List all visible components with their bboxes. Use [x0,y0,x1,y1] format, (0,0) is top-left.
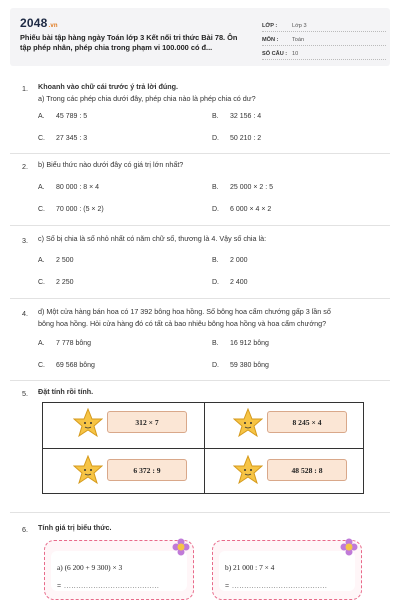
logo-suffix: .vn [48,23,58,29]
option-text: 32 156 : 4 [230,113,262,120]
star-icon [73,408,103,438]
q4-option-c[interactable] [38,362,95,369]
option-letter: B. [212,184,219,191]
flower-icon [172,538,190,556]
option-letter: B. [212,257,219,264]
option-letter: A. [38,113,45,120]
option-letter: D. [212,362,219,369]
meta-key: LỚP : [262,23,278,29]
worksheet-title: Phiếu bài tập hàng ngày Toán lớp 3 Kết nối tri thức Bài 78. Ôn tập phép nhân, phép chia trong phạm vi 100.000 có đ... [20,33,238,52]
meta-value: Toán [292,37,305,43]
q3-text: c) Số bị chia là số nhỏ nhất có năm chữ số, thương là 4. Vậy số chia là: [38,234,267,243]
meta-count [262,49,386,60]
option-text: 16 912 bông [230,340,269,347]
calculation-table [42,402,364,494]
option-text: 59 380 bông [230,362,269,369]
option-text: 7 778 bông [56,340,92,347]
expression-b: b) 21 000 : 7 × 4 [225,563,275,572]
q5-heading [38,386,368,398]
answer-line-a[interactable]: = ....................................... [57,583,160,590]
expression-a: a) (6 200 + 9 300) × 3 [57,563,123,572]
q4-option-a[interactable] [38,340,91,347]
divider [10,225,390,226]
site-logo[interactable] [20,16,58,30]
option-letter: D. [212,135,219,142]
meta-key: SỐ CÂU : [262,51,288,57]
q3-option-c[interactable] [38,279,74,286]
option-letter: D. [212,206,219,213]
q2-option-c[interactable] [38,206,104,213]
table-divider-horizontal [43,448,363,449]
divider [10,512,390,513]
option-text: 45 789 : 5 [56,113,88,120]
star-icon [233,408,263,438]
meta-class [262,21,386,32]
option-letter: C. [38,135,45,142]
option-letter: D. [212,279,219,286]
calc-cell-1[interactable]: 312 × 7 [107,411,187,433]
option-text: 27 345 : 3 [56,135,88,142]
q3-option-a[interactable] [38,257,74,264]
star-icon [233,455,263,485]
option-text: 80 000 : 8 × 4 [56,184,100,191]
q3-number: 3. [22,236,28,245]
answer-line-b[interactable]: = ....................................... [225,583,328,590]
q6-heading-text: Tính giá trị biểu thức. [38,523,112,532]
q6-heading [38,522,368,534]
q4-option-b[interactable] [212,340,269,347]
q4-option-d[interactable] [212,362,269,369]
q4-number: 4. [22,309,28,318]
option-text: 6 000 × 4 × 2 [230,206,272,213]
option-letter: A. [38,340,45,347]
option-text: 25 000 × 2 : 5 [230,184,274,191]
option-text: 2 500 [56,257,74,264]
logo-text: 2048 [20,16,48,30]
q2-text: b) Biểu thức nào dưới đây có giá trị lớn nhất? [38,160,184,169]
option-text: 2 400 [230,279,248,286]
option-text: 2 000 [230,257,248,264]
option-letter: B. [212,113,219,120]
option-letter: C. [38,362,45,369]
q4-text-line2: bông hoa hồng. Hỏi cửa hàng đó có tất cả bao nhiêu bông hoa hồng và hoa cẩm chướng? [38,319,327,328]
q4-text-line1: d) Một cửa hàng bán hoa có 17 392 bông hoa hồng. Số bông hoa cẩm chướng gấp 3 lần số [38,307,331,316]
q1-option-d[interactable] [212,135,261,142]
q1-number: 1. [22,84,28,93]
divider [10,153,390,154]
option-text: 69 568 bông [56,362,95,369]
calc-cell-3[interactable]: 6 372 : 9 [107,459,187,481]
meta-key: MÔN : [262,37,279,43]
worksheet-header [10,8,390,66]
option-letter: C. [38,279,45,286]
q5-number: 5. [22,389,28,398]
option-letter: C. [38,206,45,213]
option-text: 70 000 : (5 × 2) [56,206,104,213]
q6-number: 6. [22,525,28,534]
option-letter: B. [212,340,219,347]
q3-option-d[interactable] [212,279,248,286]
divider [10,298,390,299]
q1-text [38,93,368,105]
q3-option-b[interactable] [212,257,248,264]
q1-heading-text: Khoanh vào chữ cái trước ý trả lời đúng. [38,82,179,91]
option-text: 50 210 : 2 [230,135,262,142]
q1-option-a[interactable] [38,113,87,120]
q1-text-content: a) Trong các phép chia dưới đây, phép chia nào là phép chia có dư? [38,94,256,103]
q1-heading [38,81,368,93]
option-letter: A. [38,257,45,264]
q2-option-d[interactable] [212,206,271,213]
q2-number: 2. [22,162,28,171]
meta-value: 10 [292,51,299,57]
calc-cell-2[interactable]: 8 245 × 4 [267,411,347,433]
meta-value: Lớp 3 [292,23,307,29]
q1-option-b[interactable] [212,113,261,120]
divider [10,380,390,381]
option-letter: A. [38,184,45,191]
flower-icon [340,538,358,556]
option-text: 2 250 [56,279,74,286]
q2-option-a[interactable] [38,184,99,191]
q5-heading-text: Đặt tính rồi tính. [38,387,94,396]
meta-subject [262,35,386,46]
q1-option-c[interactable] [38,135,87,142]
q2-option-b[interactable] [212,184,273,191]
star-icon [73,455,103,485]
calc-cell-4[interactable]: 48 528 : 8 [267,459,347,481]
